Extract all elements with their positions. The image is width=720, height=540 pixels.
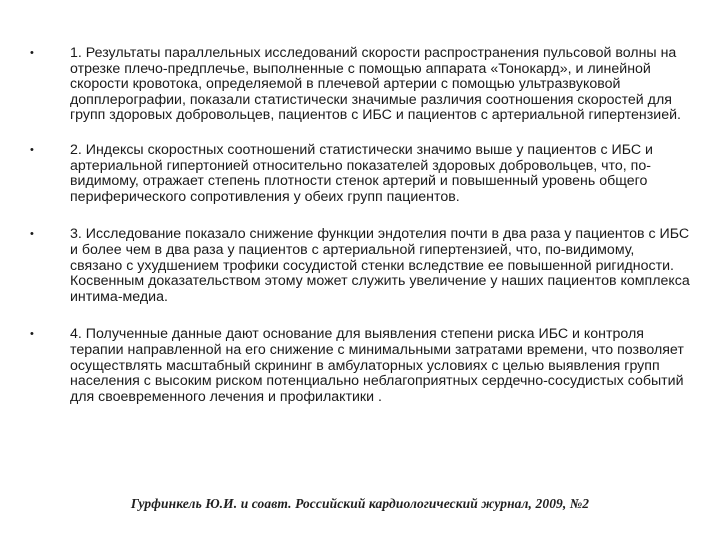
- bullet-icon: •: [30, 47, 34, 59]
- bullet-item-3: [30, 227, 690, 305]
- bullet-item-1: [30, 46, 690, 124]
- bullet-icon: •: [30, 228, 34, 241]
- bullet-item-2: [30, 143, 690, 205]
- bullet-item-4: [30, 327, 690, 405]
- citation: Гурфинкель Ю.И. и соавт. Российский кардиологический журнал, 2009, №2: [130, 496, 590, 511]
- bullet-text: 3. Исследование показало снижение функции эндотелия почти в два раза у пациентов с ИБС и более чем в два раза у пациентов с артериальной гипертензией, что, по-видимому, связано с ухудшением трофики сосудистой стенки вследствие ее повышенной ригидности. Косвенным доказательством этому может служить увеличение у наших пациентов комплекса интима-медиа.: [70, 226, 690, 305]
- bullet-icon: •: [30, 143, 34, 156]
- bullet-icon: •: [30, 328, 34, 341]
- bullet-text: 2. Индексы скоростных соотношений статистически значимо выше у пациентов с ИБС и артериальной гипертонией относительно показателей здоровых добровольцев, что, по-видимому, отражает степень плотности стенок артерий и повышенный уровень общего периферического сопротивления у обеих групп пациентов.: [70, 141, 653, 205]
- bullet-text: 4. Полученные данные дают основание для выявления степени риска ИБС и контроля терапии направленной на его снижение с минимальными затратами времени, что позволяет осуществлять масштабный скрининг в амбулаторных условиях с целью выявления групп населения с высоким риском потенциально неблагоприятных сердечно-сосудистых событий для своевременного лечения и профилактики .: [70, 326, 684, 405]
- bullet-list: [30, 46, 690, 424]
- bullet-text: 1. Результаты параллельных исследований скорости распространения пульсовой волны на отрезке плечо-предплечье, выполненные с помощью аппарата «Тонокард», и линейной скорости кровотока, определяемой в плечевой артерии с помощью ультразвуковой допплерографии, показали статистически значимые различия соотношения скоростей для групп здоровых добровольцев, пациентов с ИБС и пациентов с артериальной гипертензией.: [70, 45, 681, 124]
